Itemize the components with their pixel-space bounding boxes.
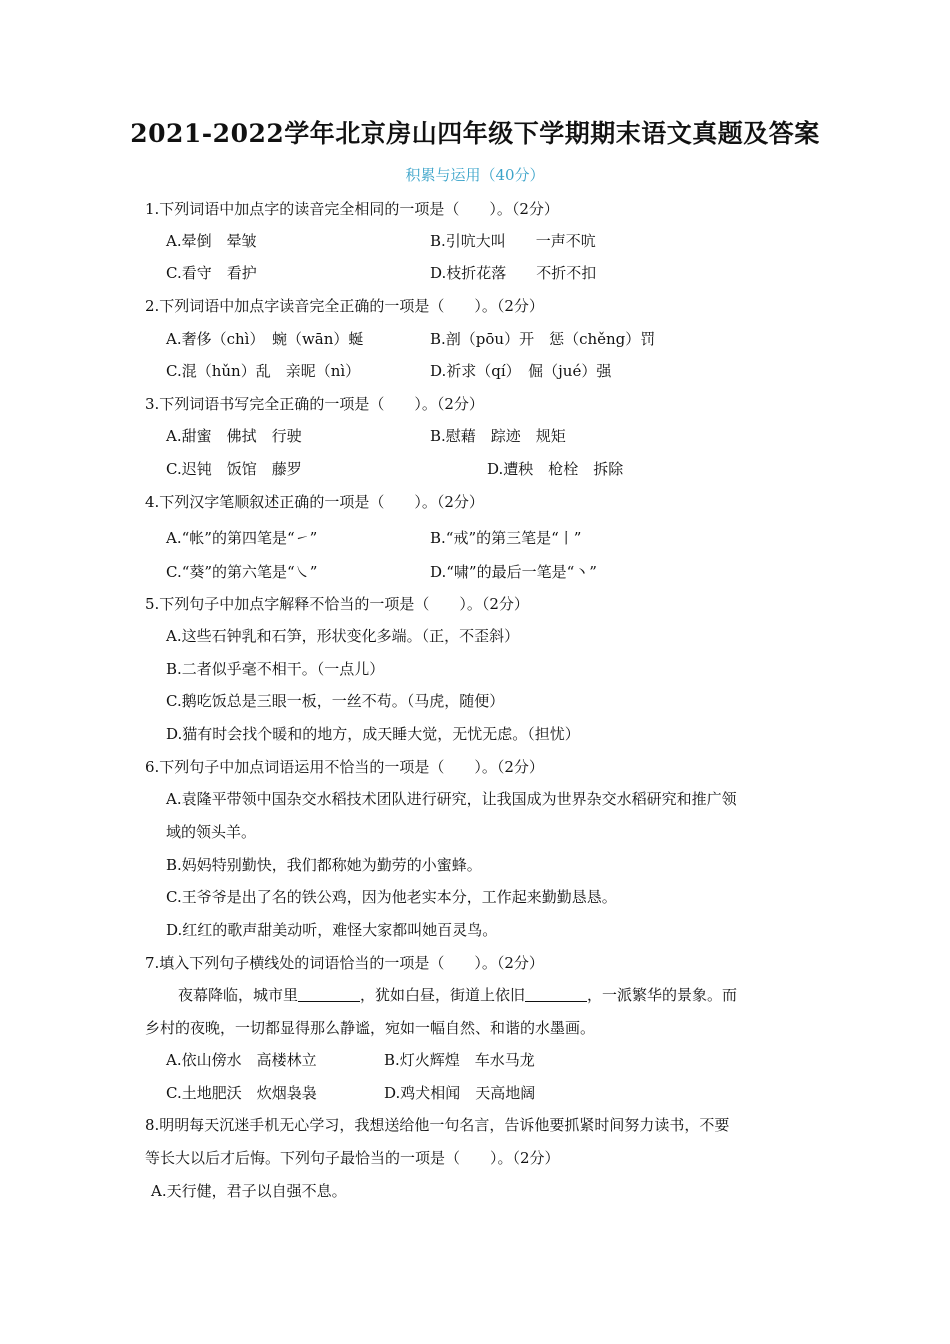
question-7-option-a: A.依山傍水 高楼林立 [166,1051,317,1069]
question-5-option-b: B.二者似乎毫不相干。（一点儿） [166,660,385,678]
question-7-option-d: D.鸡犬相闻 天高地阔 [384,1084,536,1102]
question-4-option-c: C.“葵”的第六笔是“㇏” [166,563,318,581]
question-7-stem: 7.填入下列句子横线处的词语恰当的一项是（ ）。（2分） [145,954,544,972]
question-5-option-d: D.猫有时会找个暖和的地方，成天睡大觉，无忧无虑。（担忧） [166,725,580,743]
question-2-stem: 2.下列词语中加点字读音完全正确的一项是（ ）。（2分） [145,297,544,315]
question-6-option-a-cont: 域的领头羊。 [166,823,257,841]
question-3-option-a: A.甜蜜 佛拭 行驶 [166,427,302,445]
question-4-option-d: D.“啸”的最后一笔是“丶” [430,563,597,581]
question-1-option-b: B.引吭大叫 一声不吭 [430,232,596,250]
question-3-stem: 3.下列词语书写完全正确的一项是（ ）。（2分） [145,395,484,413]
question-8-stem: 8.明明每天沉迷手机无心学习，我想送给他一句名言，告诉他要抓紧时间努力读书，不要 [145,1116,730,1134]
passage-text: 夜幕降临，城市里 [178,986,299,1004]
question-3-option-d: D.遭秧 枪栓 拆除 [487,460,624,478]
question-1-stem: 1.下列词语中加点字的读音完全相同的一项是（ ）。（2分） [145,200,559,218]
passage-text: ，一派繁华的景象。而 [587,986,738,1004]
question-5-stem: 5.下列句子中加点字解释不恰当的一项是（ ）。（2分） [145,595,529,613]
question-7-option-c: C.土地肥沃 炊烟袅袅 [166,1084,317,1102]
question-5-option-c: C.鹅吃饭总是三眼一板，一丝不苟。（马虎，随便） [166,692,505,710]
question-1-option-d: D.枝折花落 不折不扣 [430,264,597,282]
question-4-option-a: A.“帐”的第四笔是“㇀” [166,529,318,547]
question-8-option-a: A.天行健，君子以自强不息。 [151,1182,347,1200]
question-6-option-b: B.妈妈特别勤快，我们都称她为勤劳的小蜜蜂。 [166,856,482,874]
question-5-option-a: A.这些石钟乳和石笋，形状变化多端。（正，不歪斜） [166,627,520,645]
question-2-option-c: C.混（hǔn）乱 亲昵（nì） [166,362,361,380]
fill-blank-2[interactable] [525,986,587,1002]
section-heading: 积累与运用（40分） [405,166,545,184]
question-6-option-d: D.红红的歌声甜美动听，难怪大家都叫她百灵鸟。 [166,921,498,939]
page-title: 2021-2022学年北京房山四年级下学期期末语文真题及答案 [130,119,820,148]
question-6-option-c: C.王爷爷是出了名的铁公鸡，因为他老实本分，工作起来勤勤恳恳。 [166,888,617,906]
question-8-stem-cont: 等长大以后才后悔。下列句子最恰当的一项是（ ）。（2分） [145,1149,560,1167]
fill-blank-1[interactable] [298,986,360,1002]
question-4-option-b: B.“戒”的第三笔是“丨” [430,529,582,547]
question-2-option-d: D.祈求（qí） 倔（jué）强 [430,362,612,380]
question-7-passage-line-2: 乡村的夜晚，一切都显得那么静谧，宛如一幅自然、和谐的水墨画。 [145,1019,596,1037]
question-2-option-b: B.剖（pōu）开 惩（chěng）罚 [430,330,656,348]
question-3-option-c: C.迟钝 饭馆 藤罗 [166,460,302,478]
question-6-stem: 6.下列句子中加点词语运用不恰当的一项是（ ）。（2分） [145,758,544,776]
passage-text: ，犹如白昼，街道上依旧 [360,986,526,1004]
question-2-option-a: A.奢侈（chì） 蜿（wān）蜒 [166,330,364,348]
question-1-option-a: A.晕倒 晕皱 [166,232,257,250]
question-1-option-c: C.看守 看护 [166,264,257,282]
question-6-option-a: A.袁隆平带领中国杂交水稻技术团队进行研究，让我国成为世界杂交水稻研究和推广领 [166,790,737,808]
question-4-stem: 4.下列汉字笔顺叙述正确的一项是（ ）。（2分） [145,493,484,511]
question-7-passage-line-1 [178,985,737,1005]
question-3-option-b: B.慰藉 踪迹 规矩 [430,427,566,445]
question-7-option-b: B.灯火辉煌 车水马龙 [384,1051,535,1069]
